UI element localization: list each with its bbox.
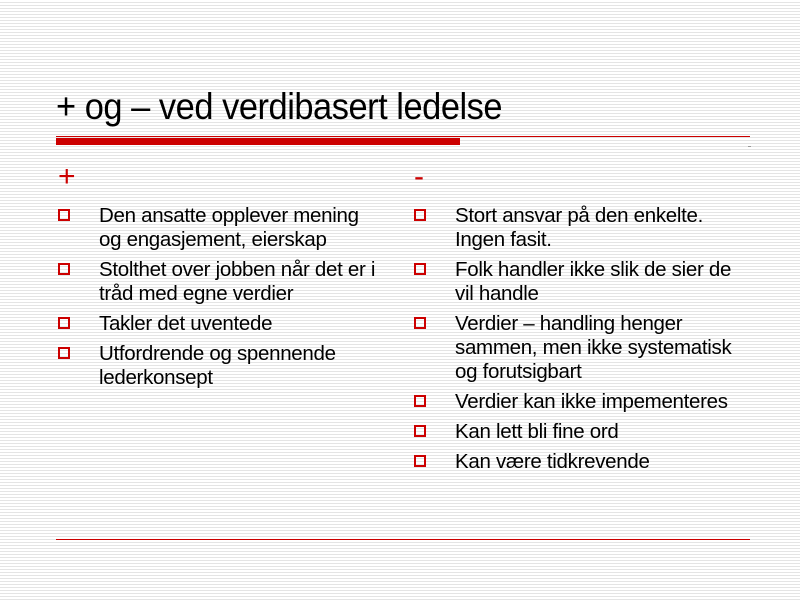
square-bullet-icon: [414, 425, 426, 437]
square-bullet-icon: [414, 209, 426, 221]
square-bullet-icon: [58, 347, 70, 359]
list-item-text: Takler det uventede: [99, 312, 273, 335]
list-item-text: Verdier – handling henger sammen, men ikke systematisk og forutsigbart: [455, 312, 732, 383]
square-bullet-icon: [414, 263, 426, 275]
list-item-text: Stort ansvar på den enkelte. Ingen fasit.: [455, 204, 704, 251]
list-item: [412, 312, 752, 384]
slide-title: + og – ved verdibasert ledelse: [56, 86, 503, 127]
pros-list: [56, 204, 386, 390]
list-item-text: Utfordrende og spennende lederkonsept: [99, 342, 336, 389]
square-bullet-icon: [414, 395, 426, 407]
list-item: [56, 204, 386, 252]
list-item-text: Kan lett bli fine ord: [455, 420, 619, 443]
list-item: [56, 312, 386, 336]
list-item-text: Stolthet over jobben når det er i tråd med egne verdier: [99, 258, 376, 305]
list-item: [412, 390, 752, 414]
list-item: [412, 450, 752, 474]
list-item: [56, 258, 386, 306]
cons-list: [412, 204, 752, 474]
square-bullet-icon: [58, 263, 70, 275]
square-bullet-icon: [58, 209, 70, 221]
pros-column: [56, 160, 386, 396]
list-item-text: Verdier kan ikke impementeres: [455, 390, 728, 413]
list-item: [56, 342, 386, 390]
title-underline-thin: [56, 136, 750, 137]
list-item-text: Den ansatte opplever mening og engasjement, eierskap: [99, 204, 359, 251]
title-underline-thick: [56, 138, 460, 145]
cons-heading: -: [414, 160, 424, 193]
list-item: [412, 204, 752, 252]
list-item-text: Folk handler ikke slik de sier de vil handle: [455, 258, 732, 305]
list-item: [412, 258, 752, 306]
square-bullet-icon: [58, 317, 70, 329]
title-underline-dots: [748, 146, 751, 147]
list-item: [412, 420, 752, 444]
footer-rule: [56, 539, 750, 540]
pros-heading: +: [58, 160, 76, 193]
cons-column: [412, 160, 752, 480]
square-bullet-icon: [414, 455, 426, 467]
square-bullet-icon: [414, 317, 426, 329]
list-item-text: Kan være tidkrevende: [455, 450, 650, 473]
